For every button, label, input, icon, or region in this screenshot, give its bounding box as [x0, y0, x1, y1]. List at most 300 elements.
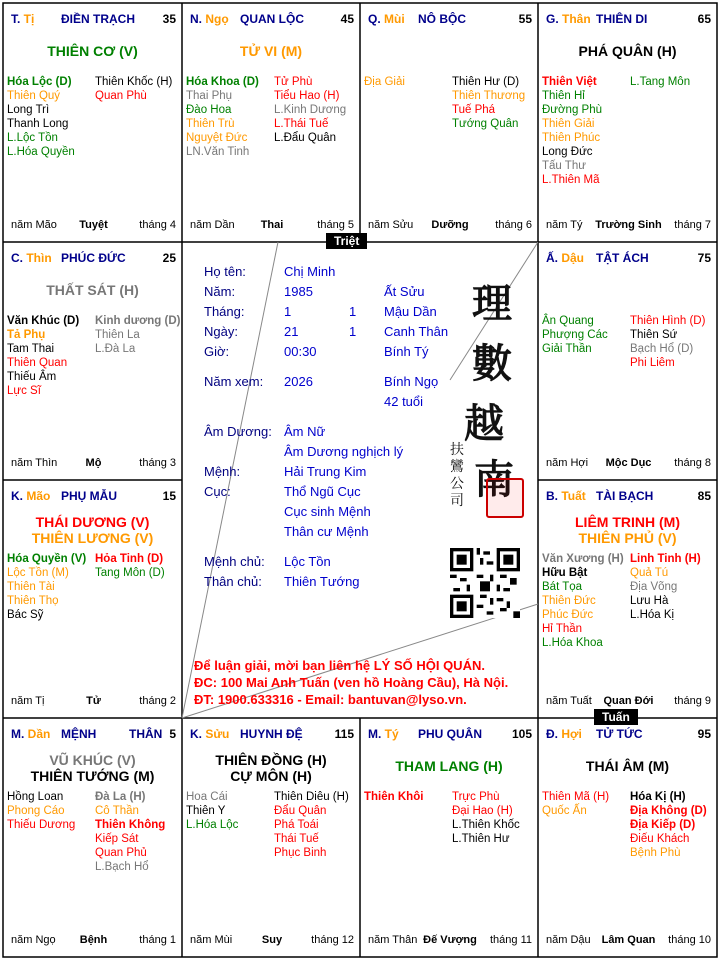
stars-right — [95, 75, 172, 103]
palace-year: năm Thìn — [11, 457, 58, 469]
palace-life-stage: Quan Đới — [603, 695, 654, 707]
minor-star: Long Đức — [542, 146, 593, 158]
stars-right — [630, 314, 705, 370]
palace-footer — [11, 457, 176, 471]
main-stars — [182, 43, 360, 59]
main-star: THAM LANG (H) — [395, 758, 503, 774]
palace-can-chi: T. Tị — [11, 12, 35, 26]
stars-left — [7, 314, 79, 398]
label-than-chu: Thân chủ: — [204, 574, 262, 589]
palace-year: năm Mùi — [190, 934, 233, 946]
minor-star: L.Lộc Tồn — [7, 132, 58, 144]
minor-star: Tang Môn (D) — [95, 567, 165, 579]
minor-star: Cô Thần — [95, 805, 139, 817]
stars-right — [95, 314, 180, 356]
stars-left — [7, 790, 75, 832]
red-seal-stamp — [486, 478, 524, 518]
minor-star: Bác Sỹ — [7, 609, 44, 621]
minor-star: Thai Phụ — [186, 90, 233, 102]
minor-star: L.Đà La — [95, 343, 136, 355]
minor-star: Thiên Tài — [7, 581, 55, 593]
label-name: Họ tên: — [204, 264, 246, 279]
stars-left — [7, 75, 75, 159]
minor-star: Tả Phụ — [7, 329, 46, 341]
palace-life-stage: Trường Sinh — [595, 219, 662, 231]
minor-star: L.Thiên Hư — [452, 833, 510, 845]
stars-left — [542, 552, 624, 650]
palace-life-stage: Thai — [260, 219, 284, 231]
palace-month: tháng 4 — [139, 219, 176, 231]
palace-month: tháng 12 — [311, 934, 354, 946]
palace-name: PHU QUÂN — [418, 727, 483, 741]
minor-star: Trực Phù — [452, 791, 500, 803]
palace-age: 5 — [169, 727, 176, 741]
qr-code[interactable] — [450, 548, 520, 618]
palace-cell-ti — [360, 718, 538, 957]
palace-age: 105 — [511, 727, 532, 741]
palace-life-stage: Tử — [86, 695, 101, 707]
palace-name: HUYNH ĐỆ — [240, 727, 303, 741]
palace-cell-hoi — [538, 718, 717, 957]
minor-star: Thanh Long — [7, 118, 69, 130]
minor-star: Giải Thần — [542, 343, 592, 355]
minor-star: Văn Khúc (D) — [7, 315, 80, 327]
palace-cell-than — [538, 3, 717, 242]
label-am-duong: Âm Dương: — [204, 424, 272, 439]
palace-month: tháng 6 — [495, 219, 532, 231]
minor-star: Quan Phù — [95, 90, 147, 102]
palace-can-chi: M. Tý — [368, 727, 399, 741]
palace-age: 95 — [697, 727, 711, 741]
minor-star: Tuế Phá — [452, 104, 496, 116]
palace-header — [11, 251, 176, 267]
palace-cell-tuat — [538, 480, 717, 718]
palace-can-chi: G. Thân — [546, 12, 591, 26]
minor-star: Hỏa Tinh (D) — [95, 553, 164, 565]
palace-age: 75 — [697, 251, 711, 265]
main-stars — [538, 43, 717, 59]
palace-name: PHỤ MẪU — [61, 489, 117, 503]
minor-star: L.Hóa Quyền — [7, 146, 75, 158]
value-year: 1985 — [284, 284, 313, 299]
palace-year: năm Tuất — [546, 695, 592, 707]
minor-star: Hóa Quyền (V) — [7, 553, 87, 565]
minor-star: Phục Binh — [274, 847, 327, 859]
palace-can-chi: C. Thìn — [11, 251, 52, 265]
palace-year: năm Dần — [190, 219, 235, 231]
palace-footer — [546, 695, 711, 709]
minor-star: Địa Giải — [364, 76, 405, 88]
minor-star: Thiên Trù — [186, 118, 235, 130]
minor-star: Ân Quang — [542, 315, 594, 327]
palace-month: tháng 5 — [317, 219, 354, 231]
minor-star: Thiếu Âm — [7, 371, 57, 383]
minor-star: Thiên Giải — [542, 118, 595, 130]
label-menh-chu: Mệnh chủ: — [204, 554, 265, 569]
palace-can-chi: Ấ. Dậu — [546, 251, 585, 265]
main-star: THIÊN CƠ (V) — [47, 43, 138, 59]
minor-star: Tử Phù — [274, 76, 313, 88]
calligraphy-char-1: 理 — [472, 280, 512, 327]
minor-star: Thiên Mã (H) — [542, 791, 610, 803]
palace-year: năm Sửu — [368, 219, 414, 231]
minor-star: Thiên Diêu (H) — [274, 791, 349, 803]
contact-line-2: ĐC: 100 Mai Anh Tuấn (ven hồ Hoàng Cầu), Hà Nội. — [194, 675, 509, 690]
calligraphy-char-2: 數 — [472, 340, 512, 387]
minor-star: Địa Võng — [630, 581, 678, 593]
value-cuc-2: Cục sinh Mệnh — [284, 504, 371, 519]
minor-star: Hóa Kị (H) — [630, 791, 686, 803]
value-menh-chu: Lộc Tồn — [284, 554, 331, 569]
palace-month: tháng 10 — [668, 934, 711, 946]
main-stars — [3, 752, 182, 784]
stars-left — [542, 790, 609, 818]
palace-name: ĐIỀN TRẠCH — [61, 12, 135, 26]
palace-year: năm Tý — [546, 219, 583, 231]
calligraphy-char-3: 越 — [464, 400, 504, 447]
palace-name: MỆNH — [61, 727, 97, 741]
label-view-year: Năm xem: — [204, 374, 264, 389]
stars-right — [95, 552, 165, 580]
palace-header — [546, 12, 711, 28]
main-star: PHÁ QUÂN (H) — [578, 43, 677, 59]
palace-footer — [11, 934, 176, 948]
palace-age: 35 — [162, 12, 176, 26]
triet-tag: Triệt — [326, 233, 367, 249]
minor-star: Kinh dương (D) — [95, 315, 181, 327]
palace-footer — [546, 457, 711, 471]
minor-star: Thiên Y — [186, 805, 226, 817]
palace-can-chi: K. Mão — [11, 489, 51, 503]
main-stars — [538, 514, 717, 546]
stars-right — [274, 790, 349, 860]
minor-star: Thiên La — [95, 329, 140, 341]
minor-star: Thiên Hư (D) — [452, 76, 520, 88]
palace-footer — [368, 219, 532, 233]
value-hour: 00:30 — [284, 344, 317, 359]
value-age: 42 tuổi — [384, 394, 424, 409]
center-info-panel — [182, 242, 538, 718]
minor-star: Phá Toái — [274, 819, 319, 831]
stars-right — [630, 790, 707, 860]
label-month: Tháng: — [204, 304, 245, 319]
palace-life-stage: Suy — [261, 934, 283, 946]
label-cuc: Cục: — [204, 484, 231, 499]
palace-header — [546, 727, 711, 743]
minor-star: Long Trì — [7, 104, 50, 116]
main-stars — [3, 282, 182, 298]
palace-footer — [546, 934, 711, 948]
minor-star: Linh Tinh (H) — [630, 553, 701, 565]
minor-star: Đẩu Quân — [274, 805, 327, 817]
palace-life-stage: Tuyệt — [79, 219, 108, 231]
value-month-lunar: 1 — [349, 304, 357, 319]
minor-star: Tam Thai — [7, 343, 55, 355]
stars-left — [186, 75, 259, 159]
palace-age: 55 — [518, 12, 532, 26]
minor-star: L.Hóa Lộc — [186, 819, 239, 831]
main-star: VŨ KHÚC (V) — [49, 752, 136, 768]
value-year-canchi: Ất Sửu — [384, 284, 425, 299]
minor-star: Tiểu Hao (H) — [274, 90, 340, 102]
minor-star: Tướng Quân — [452, 118, 519, 130]
main-stars — [538, 758, 717, 774]
main-stars — [360, 758, 538, 774]
minor-star: Hoa Cái — [186, 791, 228, 803]
palace-life-stage: Bệnh — [79, 934, 108, 946]
minor-star: Phong Cáo — [7, 805, 65, 817]
value-day-lunar: 1 — [349, 324, 357, 339]
main-star: THÁI ÂM (M) — [585, 758, 670, 774]
stars-right — [95, 790, 165, 874]
minor-star: Thiên Hình (D) — [630, 315, 706, 327]
palace-header — [546, 251, 711, 267]
minor-star: L.Thái Tuế — [274, 118, 329, 130]
minor-star: Thiên Thương — [452, 90, 526, 102]
minor-star: Thiên Đức — [542, 595, 596, 607]
palace-footer — [368, 934, 532, 948]
stars-right — [452, 75, 525, 131]
palace-can-chi: Q. Mùi — [368, 12, 405, 26]
palace-life-stage: Dưỡng — [431, 219, 469, 231]
palace-year: năm Hợi — [546, 457, 589, 469]
minor-star: Lưu Hà — [630, 595, 669, 607]
minor-star: Đào Hoa — [186, 104, 232, 116]
palace-cell-thin — [3, 242, 182, 480]
minor-star: Thiên Khốc (H) — [95, 76, 173, 88]
minor-star: Văn Xương (H) — [542, 553, 624, 565]
minor-star: Thiên Không — [95, 819, 166, 831]
minor-star: Lực Sĩ — [7, 385, 41, 397]
minor-star: Kiếp Sát — [95, 833, 139, 845]
main-stars — [3, 514, 182, 546]
palace-month: tháng 8 — [674, 457, 711, 469]
value-am-duong: Âm Nữ — [284, 424, 326, 439]
minor-star: Hóa Lộc (D) — [7, 76, 72, 88]
palace-year: năm Mão — [11, 219, 57, 231]
label-year: Năm: — [204, 284, 236, 299]
minor-star: L.Tang Môn — [630, 76, 691, 88]
palace-life-stage: Lâm Quan — [601, 934, 656, 946]
minor-star: Lộc Tồn (M) — [7, 567, 69, 579]
main-star: CỰ MÔN (H) — [230, 768, 312, 784]
minor-star: Thiên Thọ — [7, 595, 59, 607]
minor-star: L.Hóa Kị — [630, 609, 675, 621]
main-star: LIÊM TRINH (M) — [575, 514, 680, 530]
palace-can-chi: B. Tuất — [546, 489, 586, 503]
palace-footer — [11, 219, 176, 233]
palace-cell-mao — [3, 480, 182, 718]
stars-right — [630, 75, 690, 89]
palace-name: NÔ BỘC — [418, 12, 466, 26]
value-view-canchi: Bính Ngọ — [384, 374, 439, 389]
palace-age: 65 — [697, 12, 711, 26]
palace-name: THIÊN DI — [596, 12, 648, 26]
main-star: THIÊN TƯỚNG (M) — [30, 768, 155, 784]
palace-name: TỬ TỨC — [596, 727, 643, 741]
value-am-duong-2: Âm Dương nghịch lý — [284, 444, 404, 459]
minor-star: Đại Hao (H) — [452, 805, 513, 817]
main-star: THẤT SÁT (H) — [46, 282, 139, 298]
palace-header — [368, 727, 532, 743]
minor-star: Quốc Ấn — [542, 805, 587, 817]
stars-left — [364, 790, 423, 804]
value-hour-canchi: Bính Tý — [384, 344, 429, 359]
palace-month: tháng 7 — [674, 219, 711, 231]
minor-star: Thiên Sứ — [630, 329, 678, 341]
minor-star: Địa Không (D) — [630, 805, 707, 817]
value-menh: Hải Trung Kim — [284, 464, 367, 479]
stars-left — [364, 75, 405, 89]
minor-star: Phúc Đức — [542, 609, 594, 621]
tuan-tag: Tuấn — [594, 709, 638, 725]
palace-header — [546, 489, 711, 505]
stars-left — [542, 75, 602, 187]
palace-life-stage: Mộc Dục — [605, 457, 652, 469]
palace-footer — [11, 695, 176, 709]
minor-star: L.Hóa Khoa — [542, 637, 603, 649]
minor-star: Quả Tú — [630, 567, 669, 579]
palace-footer — [190, 219, 354, 233]
palace-age: 25 — [162, 251, 176, 265]
main-star: THIÊN PHỦ (V) — [578, 530, 677, 546]
palace-cell-dau — [538, 242, 717, 480]
main-star: TỬ VI (M) — [239, 43, 303, 59]
value-cuc: Thổ Ngũ Cục — [284, 484, 361, 499]
minor-star: Phượng Các — [542, 329, 608, 341]
stars-left — [7, 552, 86, 622]
minor-star: L.Thiên Mã — [542, 174, 600, 186]
small-seal-text: 扶鸞公司 — [450, 442, 464, 509]
palace-age: 115 — [334, 727, 354, 741]
minor-star: Hỉ Thần — [542, 623, 583, 635]
palace-name: QUAN LỘC — [240, 12, 304, 26]
stars-right — [452, 790, 520, 846]
palace-cell-ngo — [182, 3, 360, 242]
minor-star: Thiên Hỉ — [542, 90, 585, 102]
minor-star: Hồng Loan — [7, 791, 64, 803]
minor-star: Thiên Quan — [7, 357, 68, 369]
palace-name: PHÚC ĐỨC — [61, 251, 126, 265]
minor-star: Hóa Khoa (D) — [186, 76, 259, 88]
palace-cell-dan — [3, 718, 182, 957]
minor-star: Bạch Hổ (D) — [630, 343, 694, 355]
main-star: THIÊN LƯƠNG (V) — [31, 530, 154, 546]
minor-star: Bệnh Phù — [630, 847, 681, 859]
palace-cell-mui — [360, 3, 538, 242]
minor-star: Thiên Việt — [542, 76, 597, 88]
palace-footer — [190, 934, 354, 948]
palace-name: TẬT ÁCH — [596, 251, 649, 265]
palace-header — [11, 727, 176, 743]
stars-right — [630, 552, 701, 622]
minor-star: Tấu Thư — [542, 160, 586, 172]
minor-star: Bát Tọa — [542, 581, 583, 593]
minor-star: L.Kinh Dương — [274, 104, 347, 116]
minor-star: Thiên Quý — [7, 90, 61, 102]
value-month: 1 — [284, 304, 292, 319]
minor-star: Điếu Khách — [630, 833, 690, 845]
palace-header — [190, 727, 354, 743]
minor-star: Thiên Khôi — [364, 791, 424, 803]
contact-line-3: ĐT: 1900.633316 - Email: bantuvan@lyso.vn. — [194, 692, 467, 707]
label-hour: Giờ: — [204, 344, 230, 359]
palace-month: tháng 11 — [489, 934, 532, 946]
value-name: Chị Minh — [284, 264, 336, 279]
contact-line-1: Để luận giải, mời bạn liên hệ LÝ SỐ HỘI QUÁN. — [194, 658, 485, 673]
palace-header — [11, 489, 176, 505]
minor-star: LN.Văn Tinh — [186, 146, 250, 158]
palace-month: tháng 9 — [674, 695, 711, 707]
palace-can-chi: Đ. Hợi — [546, 727, 582, 741]
minor-star: Địa Kiếp (D) — [630, 819, 696, 831]
minor-star: Đường Phù — [542, 104, 602, 116]
palace-name-than: THÂN — [129, 727, 163, 741]
main-star: THIÊN ĐỒNG (H) — [215, 752, 327, 768]
stars-left — [186, 790, 238, 832]
minor-star: Thiếu Dương — [7, 819, 76, 831]
palace-year: năm Dậu — [546, 934, 591, 946]
palace-name: TÀI BẠCH — [596, 489, 654, 503]
palace-can-chi: N. Ngọ — [190, 12, 229, 26]
palace-year: năm Thân — [368, 934, 418, 946]
value-day-canchi: Canh Thân — [384, 324, 449, 339]
minor-star: Thái Tuế — [274, 833, 319, 845]
palace-month: tháng 3 — [139, 457, 176, 469]
value-than-chu: Thiên Tướng — [284, 574, 360, 589]
palace-age: 85 — [697, 489, 711, 503]
palace-life-stage: Đế Vượng — [423, 934, 477, 946]
palace-age: 45 — [340, 12, 354, 26]
main-star: THÁI DƯƠNG (V) — [35, 514, 150, 530]
stars-right — [274, 75, 346, 145]
minor-star: Đà La (H) — [95, 791, 146, 803]
palace-header — [190, 12, 354, 28]
palace-year: năm Tị — [11, 695, 45, 707]
minor-star: Phi Liêm — [630, 357, 675, 369]
value-view-year: 2026 — [284, 374, 313, 389]
palace-header — [11, 12, 176, 28]
label-menh: Mệnh: — [204, 464, 241, 479]
palace-cell-ty — [3, 3, 182, 242]
value-cuc-3: Thân cư Mệnh — [284, 524, 369, 539]
palace-footer — [546, 219, 711, 233]
palace-can-chi: K. Sửu — [190, 727, 230, 741]
minor-star: Quan Phủ — [95, 847, 147, 859]
palace-can-chi: M. Dần — [11, 727, 51, 741]
main-stars — [182, 752, 360, 784]
palace-header — [368, 12, 532, 28]
minor-star: L.Bạch Hổ — [95, 861, 149, 873]
minor-star: Nguyệt Đức — [186, 132, 248, 144]
minor-star: Thiên Phúc — [542, 132, 601, 144]
main-stars — [3, 43, 182, 59]
palace-year: năm Ngọ — [11, 934, 56, 946]
palace-life-stage: Mộ — [85, 457, 102, 469]
minor-star: Hữu Bật — [542, 567, 588, 579]
palace-cell-suu — [182, 718, 360, 957]
palace-month: tháng 1 — [139, 934, 176, 946]
label-day: Ngày: — [204, 324, 238, 339]
palace-month: tháng 2 — [139, 695, 176, 707]
calligraphy-char-4: 南 — [474, 456, 514, 503]
palace-age: 15 — [162, 489, 176, 503]
value-month-canchi: Mậu Dần — [384, 304, 437, 319]
minor-star: L.Đẩu Quân — [274, 132, 337, 144]
minor-star: L.Thiên Khốc — [452, 819, 520, 831]
value-day: 21 — [284, 324, 299, 339]
stars-left — [542, 314, 608, 356]
